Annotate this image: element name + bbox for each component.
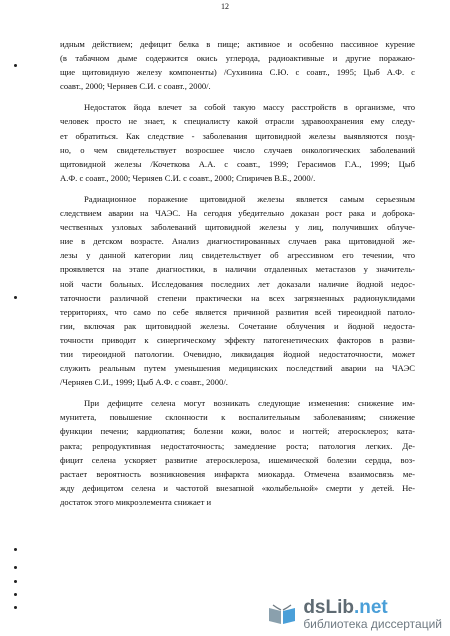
dslib-watermark[interactable] — [267, 598, 442, 630]
text-line: ние в детском возрасте. Анализ диагностированных случаев рака щитовидной же- — [60, 236, 415, 247]
watermark-brand-accent: .net — [353, 597, 388, 618]
text-line: тии тиреоидной патологии. Очевидно, ликвидация йодной недостаточности, может — [60, 348, 415, 359]
text-line: щие щитовидную железу компоненты) /Сухинина С.Ю. с соавт., 1995; Цыб А.Ф. с — [60, 67, 415, 78]
paragraph — [60, 396, 415, 509]
text-line: гии, включая рак щитовидной железы. Сочетание облучения и йодной недоста- — [60, 320, 415, 331]
text-line: следствием аварии на ЧАЭС. На сегодня убедительно доказан рост рака и доброка- — [60, 208, 415, 219]
text-line: территориях, что само по себе является причиной развития всей тиреоидной патоло- — [60, 306, 415, 317]
text-line: Радиационное поражение щитовидной железы является самым серьезным — [84, 193, 415, 204]
watermark-subtitle: библиотека диссертаций — [303, 617, 442, 631]
margin-dot — [14, 593, 17, 596]
document-body — [60, 37, 415, 509]
text-line: /Черняев С.И., 1999; Цыб А.Ф. с соавт., 2000/. — [60, 377, 228, 388]
margin-dot — [14, 296, 17, 299]
text-line: но, о чем свидетельствует возросшее число случаев онкологических заболеваний — [60, 144, 415, 155]
text-line: При дефиците селена могут возникать следующие изменения: снижение им- — [84, 398, 415, 409]
text-line: лезы у данной категории лиц свидетельствует об агрессивном его течении, что — [60, 250, 415, 261]
text-line: ной части больных. Исследования последних лет доказали наличие йодной недос- — [60, 278, 415, 289]
margin-dot — [14, 548, 17, 551]
text-line: функции печени; кардиопатия; болезни кожи, волос и ногтей; атеросклероз; ката- — [60, 426, 415, 437]
watermark-brand-main: dsLib — [303, 597, 354, 618]
margin-dot — [14, 64, 17, 67]
margin-dot — [14, 606, 17, 609]
page-number: 12 — [221, 2, 229, 11]
text-line: жду дефицитом селена и частотой внезапной «колыбельной» смерти у детей. Не- — [60, 482, 415, 493]
text-line: мунитета, повышение склонности к воспалительным заболеваниям; снижение — [60, 412, 415, 423]
margin-dot — [14, 580, 17, 583]
text-line: служить реальным путем уменьшения медицинских последствий аварии на ЧАЭС — [60, 363, 415, 374]
text-line: человек просто не знает, к специалисту какой отрасли здравоохранения ему следу- — [60, 116, 415, 127]
text-line: Недостаток йода влечет за собой такую массу расстройств в организме, что — [84, 102, 415, 113]
text-line: проявляется на этапе диагностики, в наличии отдаленных метастазов у значитель- — [60, 264, 415, 275]
text-line: растает вероятность возникновения инфаркта миокарда. Отмечена взаимосвязь ме- — [60, 468, 415, 479]
text-line: щитовидной железы /Кочеткова А.А. с соавт., 1999; Герасимов Г.А., 1999; Цыб — [60, 158, 415, 169]
text-line: достаток этого микроэлемента снижает и — [60, 496, 212, 507]
margin-dot — [14, 566, 17, 569]
text-line: ракта; репродуктивная недостаточность; замедление роста; патология легких. Де- — [60, 440, 415, 451]
text-line: таточности различной степени практически на всех загрязненных радионуклидами — [60, 292, 415, 303]
watermark-brand — [303, 598, 442, 617]
text-line: идным действием; дефицит белка в пище; активное и особенно пассивное курение — [60, 39, 415, 49]
paragraph — [60, 37, 415, 93]
text-line: (в табачном дыме содержится окись углерода, радиоактивные и другие поражаю- — [60, 53, 415, 64]
text-line: чественных узловых заболеваний щитовидной железы у лиц, получивших облуче- — [60, 222, 415, 233]
text-line: соавт., 2000; Черняев С.И. с соавт., 2000/. — [60, 81, 211, 92]
text-line: А.Ф. с соавт., 2000; Черняев С.И. с соавт., 2000; Спиричев В.Б., 2000/. — [60, 172, 316, 183]
text-line: ет обратиться. Как следствие - заболевания щитовидной железы выявляются позд- — [60, 130, 415, 141]
paragraph — [60, 192, 415, 389]
text-line: точности приводит к синергическому эффекту патогенетических факторов в разви- — [60, 334, 415, 345]
paragraph — [60, 100, 415, 185]
open-book-icon — [267, 603, 297, 625]
text-line: фицит селена ускоряет развитие атеросклероза, ишемической болезни сердца, воз- — [60, 454, 415, 465]
